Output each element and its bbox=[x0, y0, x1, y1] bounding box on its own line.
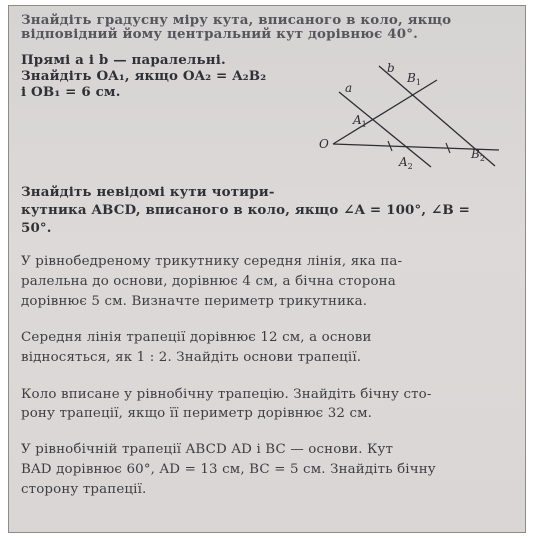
line-a bbox=[339, 92, 431, 167]
problem-4-line-1: У рівнобедреному трикутнику середня лінія, яка па- bbox=[21, 254, 403, 269]
label-b1: $B_1$ bbox=[407, 71, 421, 87]
problem-4-line-2: ралельна до основи, дорівнює 4 см, а бічна сторона bbox=[21, 274, 396, 289]
label-b2: $B_2$ bbox=[471, 147, 485, 163]
problem-1-line-1: Знайдіть градусну міру кута, вписаного в коло, якщо bbox=[21, 12, 452, 28]
problem-4-line-3: дорівнює 5 см. Визначте периметр трикутника. bbox=[21, 294, 368, 309]
label-o: O bbox=[319, 137, 329, 151]
problem-2-line-3: і OB₁ = 6 см. bbox=[21, 84, 121, 100]
problem-1-line-2: відповідний йому центральний кут дорівнює 40°. bbox=[21, 26, 418, 42]
problem-7-line-2: BAD дорівнює 60°, AD = 13 см, BC = 5 см. Знайдіть бічну bbox=[21, 462, 436, 477]
parallel-lines-diagram bbox=[309, 58, 509, 176]
problem-5-line-2: відносяться, як 1 : 2. Знайдіть основи трапеції. bbox=[21, 350, 362, 365]
label-a: a bbox=[345, 81, 353, 95]
parallel-lines-figure bbox=[309, 58, 509, 176]
problem-5-line-1: Середня лінія трапеції дорівнює 12 см, а основи bbox=[21, 330, 372, 345]
label-a1: $A_1$ bbox=[353, 113, 367, 129]
problem-7-line-3: сторону трапеції. bbox=[21, 482, 147, 497]
problem-6-line-1: Коло вписане у рівнобічну трапецію. Знайдіть бічну сто- bbox=[21, 387, 432, 402]
textbook-page bbox=[8, 5, 526, 533]
label-b: b bbox=[387, 61, 395, 75]
problem-7-line-1: У рівнобічній трапеції ABCD AD і BC — основи. Кут bbox=[21, 442, 394, 457]
problem-3-line-2: кутника ABCD, вписаного в коло, якщо ∠A = 100°, ∠B = bbox=[21, 202, 471, 218]
problem-3-line-1: Знайдіть невідомі кути чотири- bbox=[21, 184, 275, 200]
problem-2-line-2: Знайдіть OA₁, якщо OA₂ = A₂B₂ bbox=[21, 68, 267, 84]
problem-3-line-3: 50°. bbox=[21, 220, 52, 236]
problem-6-line-2: рону трапеції, якщо її периметр дорівнює 32 см. bbox=[21, 406, 373, 421]
problem-2-line-1: Прямі a і b — паралельні. bbox=[21, 52, 226, 68]
label-a2: $A_2$ bbox=[399, 155, 413, 171]
